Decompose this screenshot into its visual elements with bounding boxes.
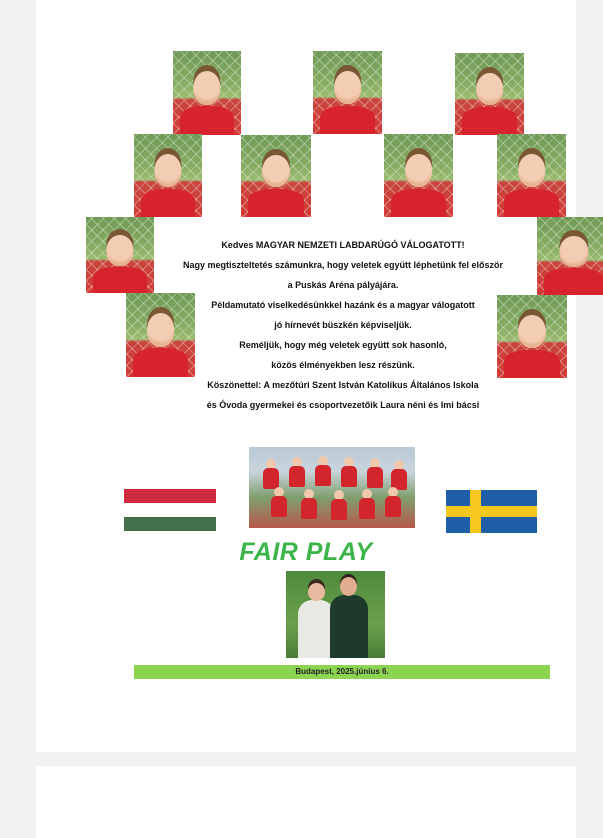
- letter-greeting: Kedves MAGYAR NEMZETI LABDARÚGÓ VÁLOGATOTT!: [221, 240, 465, 250]
- letter-line: közös élményekben lesz részünk.: [271, 360, 415, 370]
- next-page: [36, 766, 576, 838]
- hungarian-flag: [124, 489, 216, 531]
- letter-signature: és Óvoda gyermekei és csoportvezetőik Laura néni és Imi bácsi: [206, 400, 480, 410]
- child-portrait-photo: [384, 134, 453, 217]
- child-portrait-photo: [241, 135, 311, 217]
- letter-signature: Köszönettel: A mezőtúri Szent István Katolikus Általános Iskola: [207, 380, 479, 390]
- child-portrait-photo: [455, 53, 524, 135]
- child-portrait-photo: [173, 51, 241, 135]
- teachers-photo: [286, 571, 385, 658]
- letter-line: Reméljük, hogy még veletek együtt sok hasonló,: [239, 340, 447, 350]
- letter-line: Nagy megtiszteltetés számunkra, hogy veletek együtt léphetünk fel először: [182, 260, 504, 270]
- letter-line: Példamutató viselkedésünkkel hazánk és a magyar válogatott: [211, 300, 475, 310]
- letter-text: [152, 240, 534, 420]
- child-portrait-photo: [134, 134, 202, 217]
- letter-line: jó hírnevét büszkén képviseljük.: [274, 320, 412, 330]
- swedish-flag: [446, 490, 537, 533]
- team-group-photo: [249, 447, 415, 528]
- child-portrait-photo: [86, 217, 154, 293]
- letter-line: a Puskás Aréna pályájára.: [287, 280, 399, 290]
- fair-play-slogan: FAIR PLAY: [239, 538, 373, 566]
- child-portrait-photo: [497, 134, 566, 217]
- date-footer-bar: Budapest, 2025.június 6.: [134, 665, 550, 679]
- letter-page: [36, 0, 576, 752]
- child-portrait-photo: [537, 217, 603, 295]
- child-portrait-photo: [313, 51, 382, 134]
